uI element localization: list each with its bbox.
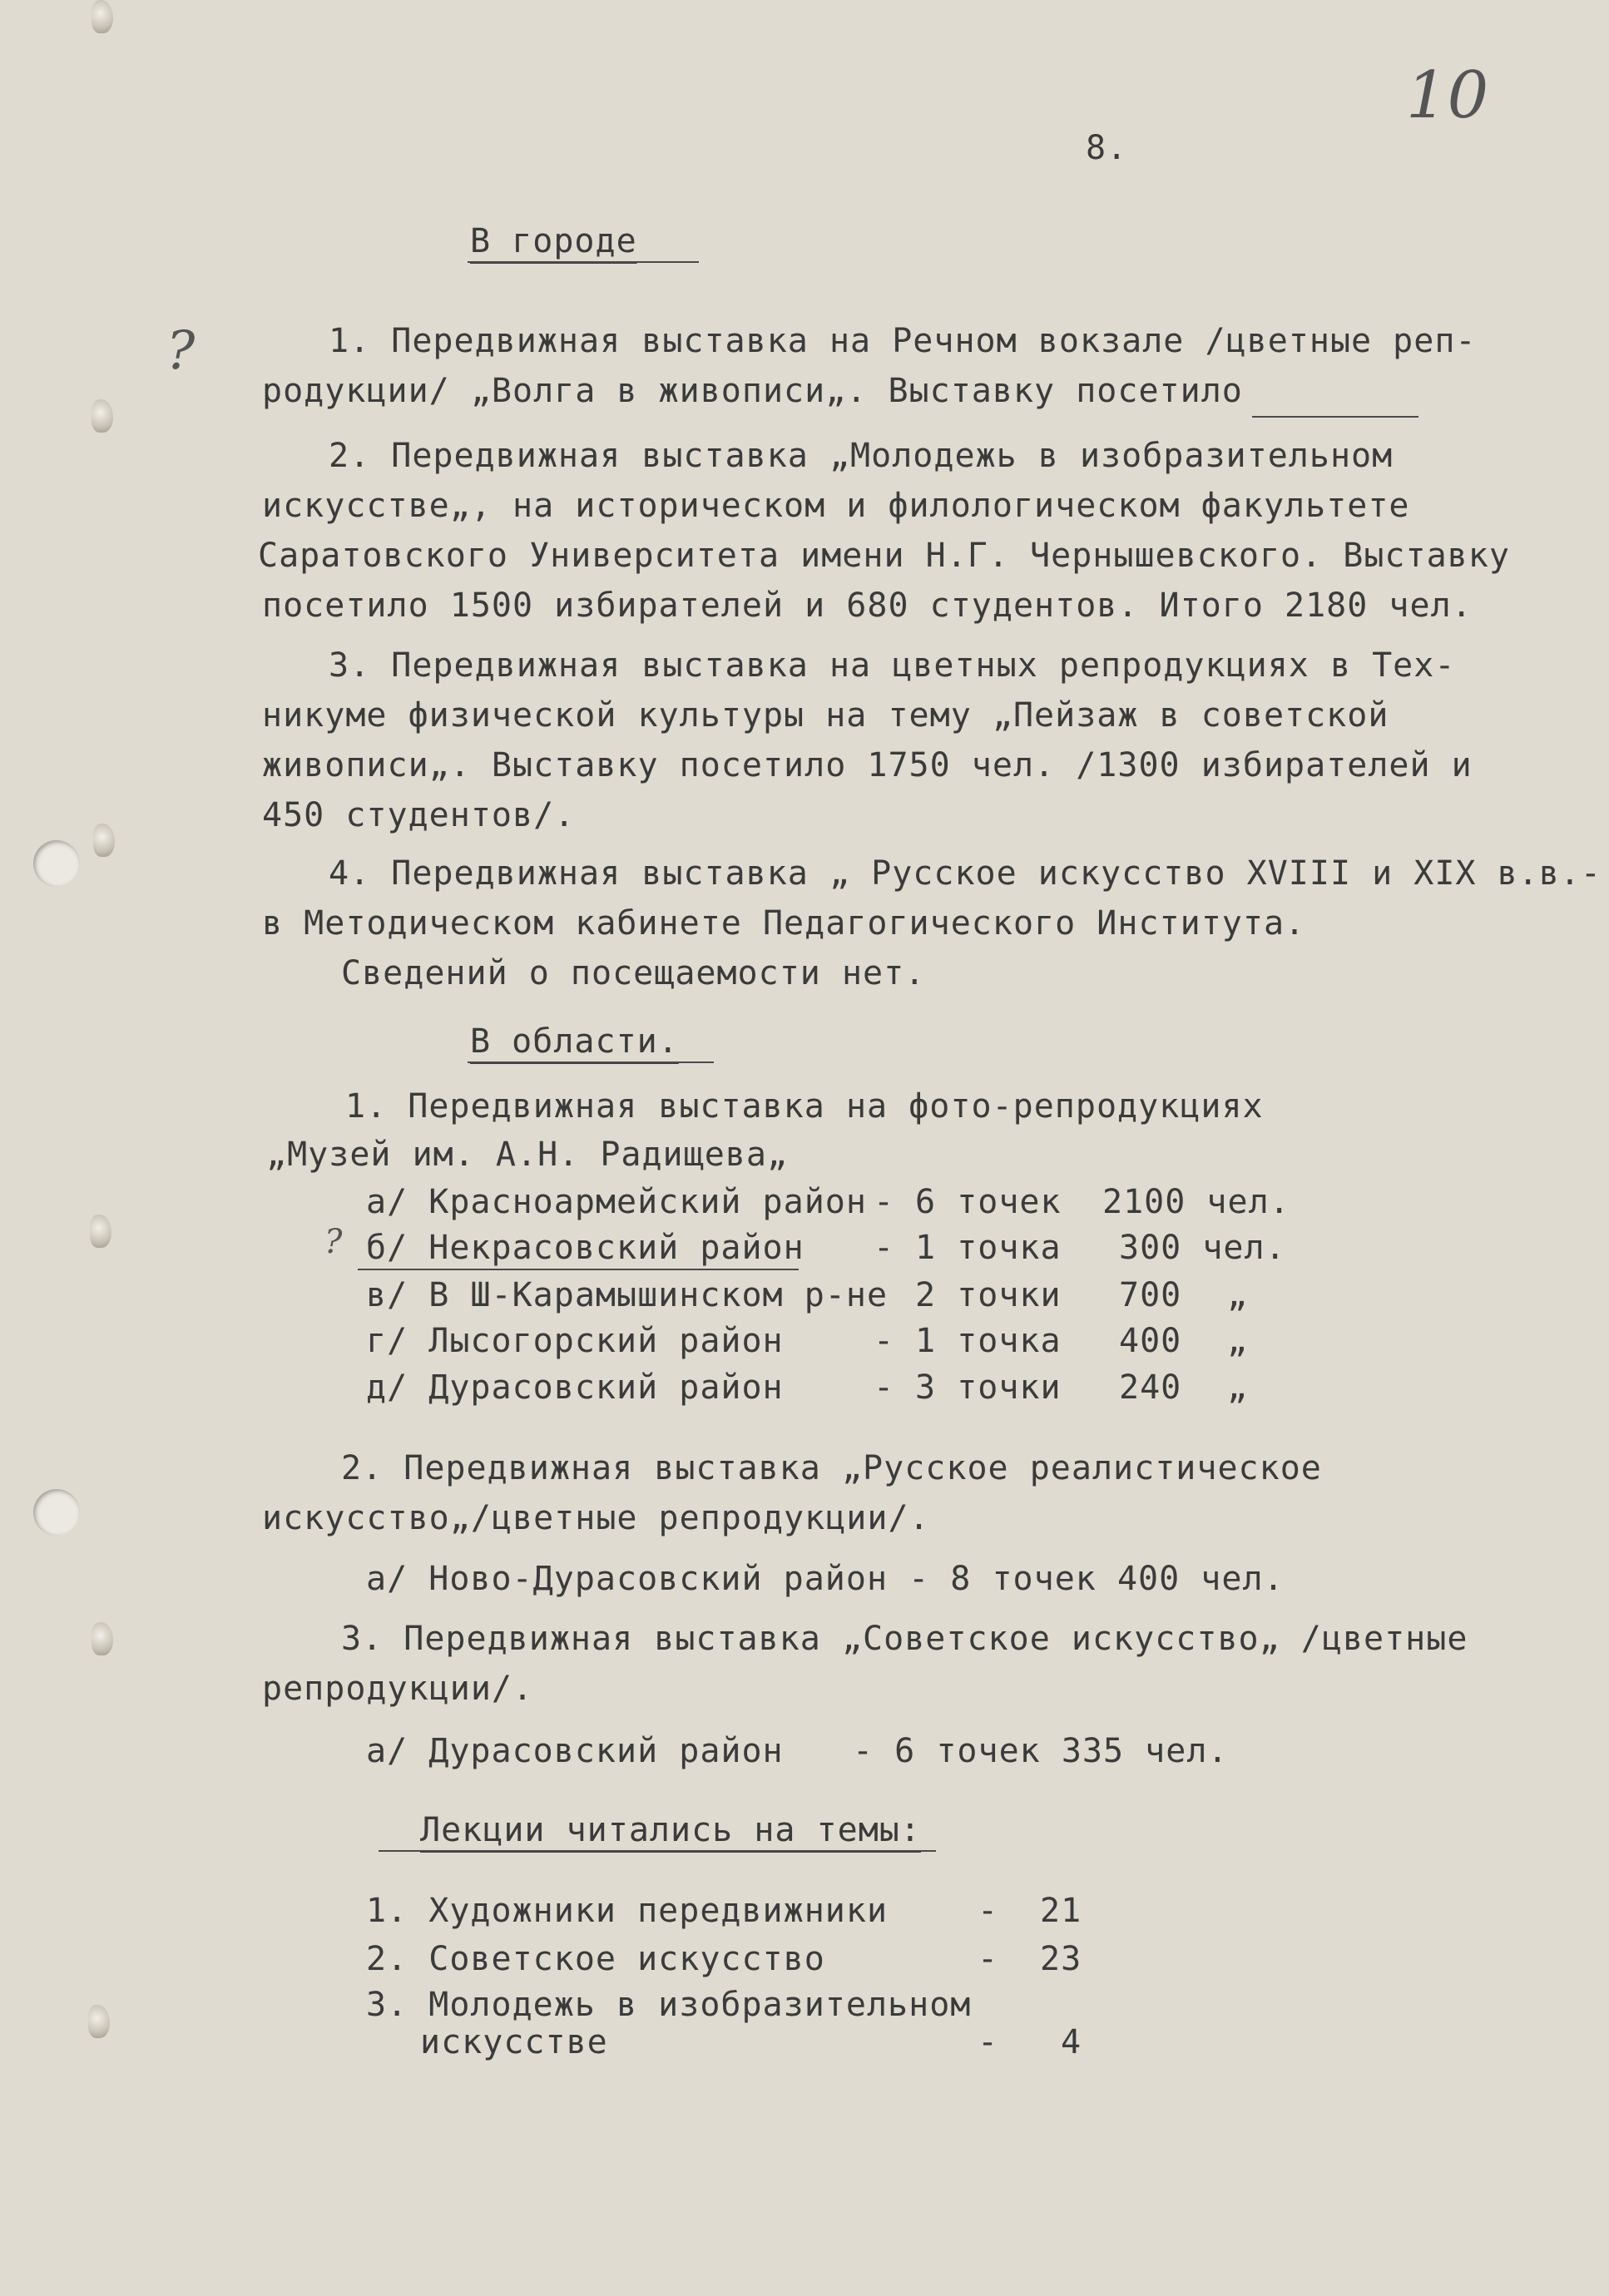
city-item-2-line-3: Саратовского Университета имени Н.Г. Чернышевского. Выставку xyxy=(258,537,1510,575)
row-people: 700 xyxy=(1119,1276,1182,1314)
lecture-title: 3. Молодежь в изобразительном xyxy=(366,1986,972,2024)
handwritten-folio-number: 10 xyxy=(1406,58,1489,133)
lecture-count: 4 xyxy=(1061,2023,1082,2061)
region-item-1-line-1: 1. Передвижная выставка на фото-репродукциях xyxy=(345,1087,1264,1126)
lecture-dash: - xyxy=(978,2023,999,2061)
region-item-1-line-2: „Музей им. А.Н. Радищева„ xyxy=(266,1136,789,1174)
row-dash: - xyxy=(874,1322,895,1360)
row-people: 2100 чел. xyxy=(1102,1183,1290,1221)
city-item-1-line-2: родукции/ „Волга в живописи„. Выставку посетило xyxy=(262,372,1243,410)
row-ditto: „ xyxy=(1227,1276,1249,1314)
row-people: 400 xyxy=(1119,1322,1182,1360)
region-item-2-line-2: искусство„/цветные репродукции/. xyxy=(262,1499,930,1537)
region-item-2-line-1: 2. Передвижная выставка „Русское реалистическое xyxy=(341,1449,1322,1487)
row-ditto: „ xyxy=(1227,1322,1249,1360)
row-name: в/ В Ш-Карамышинском р-не xyxy=(366,1276,889,1314)
row-points: 6 точек xyxy=(915,1183,1062,1221)
row-people: 300 чел. xyxy=(1119,1229,1286,1267)
staple-mark xyxy=(92,399,113,433)
row-ditto: „ xyxy=(1227,1368,1249,1407)
lecture-dash: - xyxy=(978,1940,999,1978)
city-item-3-line-2: никуме физической культуры на тему „Пейзаж в советской xyxy=(262,696,1389,735)
row-points: 3 точки xyxy=(915,1368,1062,1407)
city-item-2-line-4: посетило 1500 избирателей и 680 студентов. Итого 2180 чел. xyxy=(262,586,1473,625)
city-item-3-line-3: живописи„. Выставку посетило 1750 чел. /1300 избирателей и xyxy=(262,746,1473,784)
row-dash: - xyxy=(874,1183,895,1221)
staple-mark xyxy=(93,824,115,857)
region-item-3-line-2: репродукции/. xyxy=(262,1670,534,1708)
section-heading-city: В городе xyxy=(470,222,637,260)
region-item-3-line-1: 3. Передвижная выставка „Советское искусство„ /цветные xyxy=(341,1620,1468,1658)
handwritten-question-mark: ? xyxy=(324,1223,343,1261)
row-points: 1 точка xyxy=(915,1229,1062,1267)
region-item-2-row: а/ Ново-Дурасовский район - 8 точек 400 чел. xyxy=(366,1560,1285,1598)
lecture-count: 21 xyxy=(1040,1892,1082,1930)
city-item-2-line-2: искусстве„, на историческом и филологическом факультете xyxy=(262,487,1410,525)
row-underline xyxy=(358,1269,799,1270)
page-number: 8. xyxy=(1086,129,1128,167)
row-name: б/ Некрасовский район xyxy=(366,1229,804,1267)
row-name: а/ Красноармейский район xyxy=(366,1183,867,1221)
heading-underline xyxy=(379,1850,936,1852)
heading-underline xyxy=(468,1061,714,1063)
section-heading-lectures: Лекции читались на темы: xyxy=(420,1811,921,1849)
staple-mark xyxy=(88,2005,110,2038)
punch-hole-bottom xyxy=(33,1489,80,1536)
city-item-1-line-1: 1. Передвижная выставка на Речном вокзале /цветные реп- xyxy=(329,322,1477,360)
region-item-3-row-values: - 6 точек 335 чел. xyxy=(853,1732,1229,1770)
row-points: 1 точка xyxy=(915,1322,1062,1360)
region-item-3-row-name: а/ Дурасовский район xyxy=(366,1732,784,1770)
handwritten-question-mark: ? xyxy=(166,320,196,382)
row-dash: - xyxy=(874,1229,895,1267)
city-item-4-line-2: в Методическом кабинете Педагогического Института. xyxy=(262,904,1306,943)
lecture-dash: - xyxy=(978,1892,999,1930)
blank-underline xyxy=(1252,416,1418,418)
lecture-title: 1. Художники передвижники xyxy=(366,1892,889,1930)
row-dash: - xyxy=(874,1368,895,1407)
lecture-title-continued: искусстве xyxy=(420,2023,608,2061)
city-item-3-line-1: 3. Передвижная выставка на цветных репродукциях в Тех- xyxy=(329,646,1456,685)
row-name: д/ Дурасовский район xyxy=(366,1368,784,1407)
staple-mark xyxy=(92,0,113,33)
city-item-2-line-1: 2. Передвижная выставка „Молодежь в изобразительном xyxy=(329,437,1394,475)
city-item-3-line-4: 450 студентов/. xyxy=(262,796,576,834)
row-points: 2 точки xyxy=(915,1276,1062,1314)
city-item-4-line-1: 4. Передвижная выставка „ Русское искусство XVIII и XIX в.в.- xyxy=(329,854,1602,893)
lecture-title: 2. Советское искусство xyxy=(366,1940,825,1978)
punch-hole-top xyxy=(33,840,80,887)
section-heading-region: В области. xyxy=(470,1022,679,1061)
lecture-count: 23 xyxy=(1040,1940,1082,1978)
staple-mark xyxy=(90,1215,111,1248)
city-item-4-line-3: Сведений о посещаемости нет. xyxy=(341,954,926,992)
row-people: 240 xyxy=(1119,1368,1182,1407)
heading-underline xyxy=(468,261,699,263)
staple-mark xyxy=(92,1622,113,1655)
row-name: г/ Лысогорский район xyxy=(366,1322,784,1360)
